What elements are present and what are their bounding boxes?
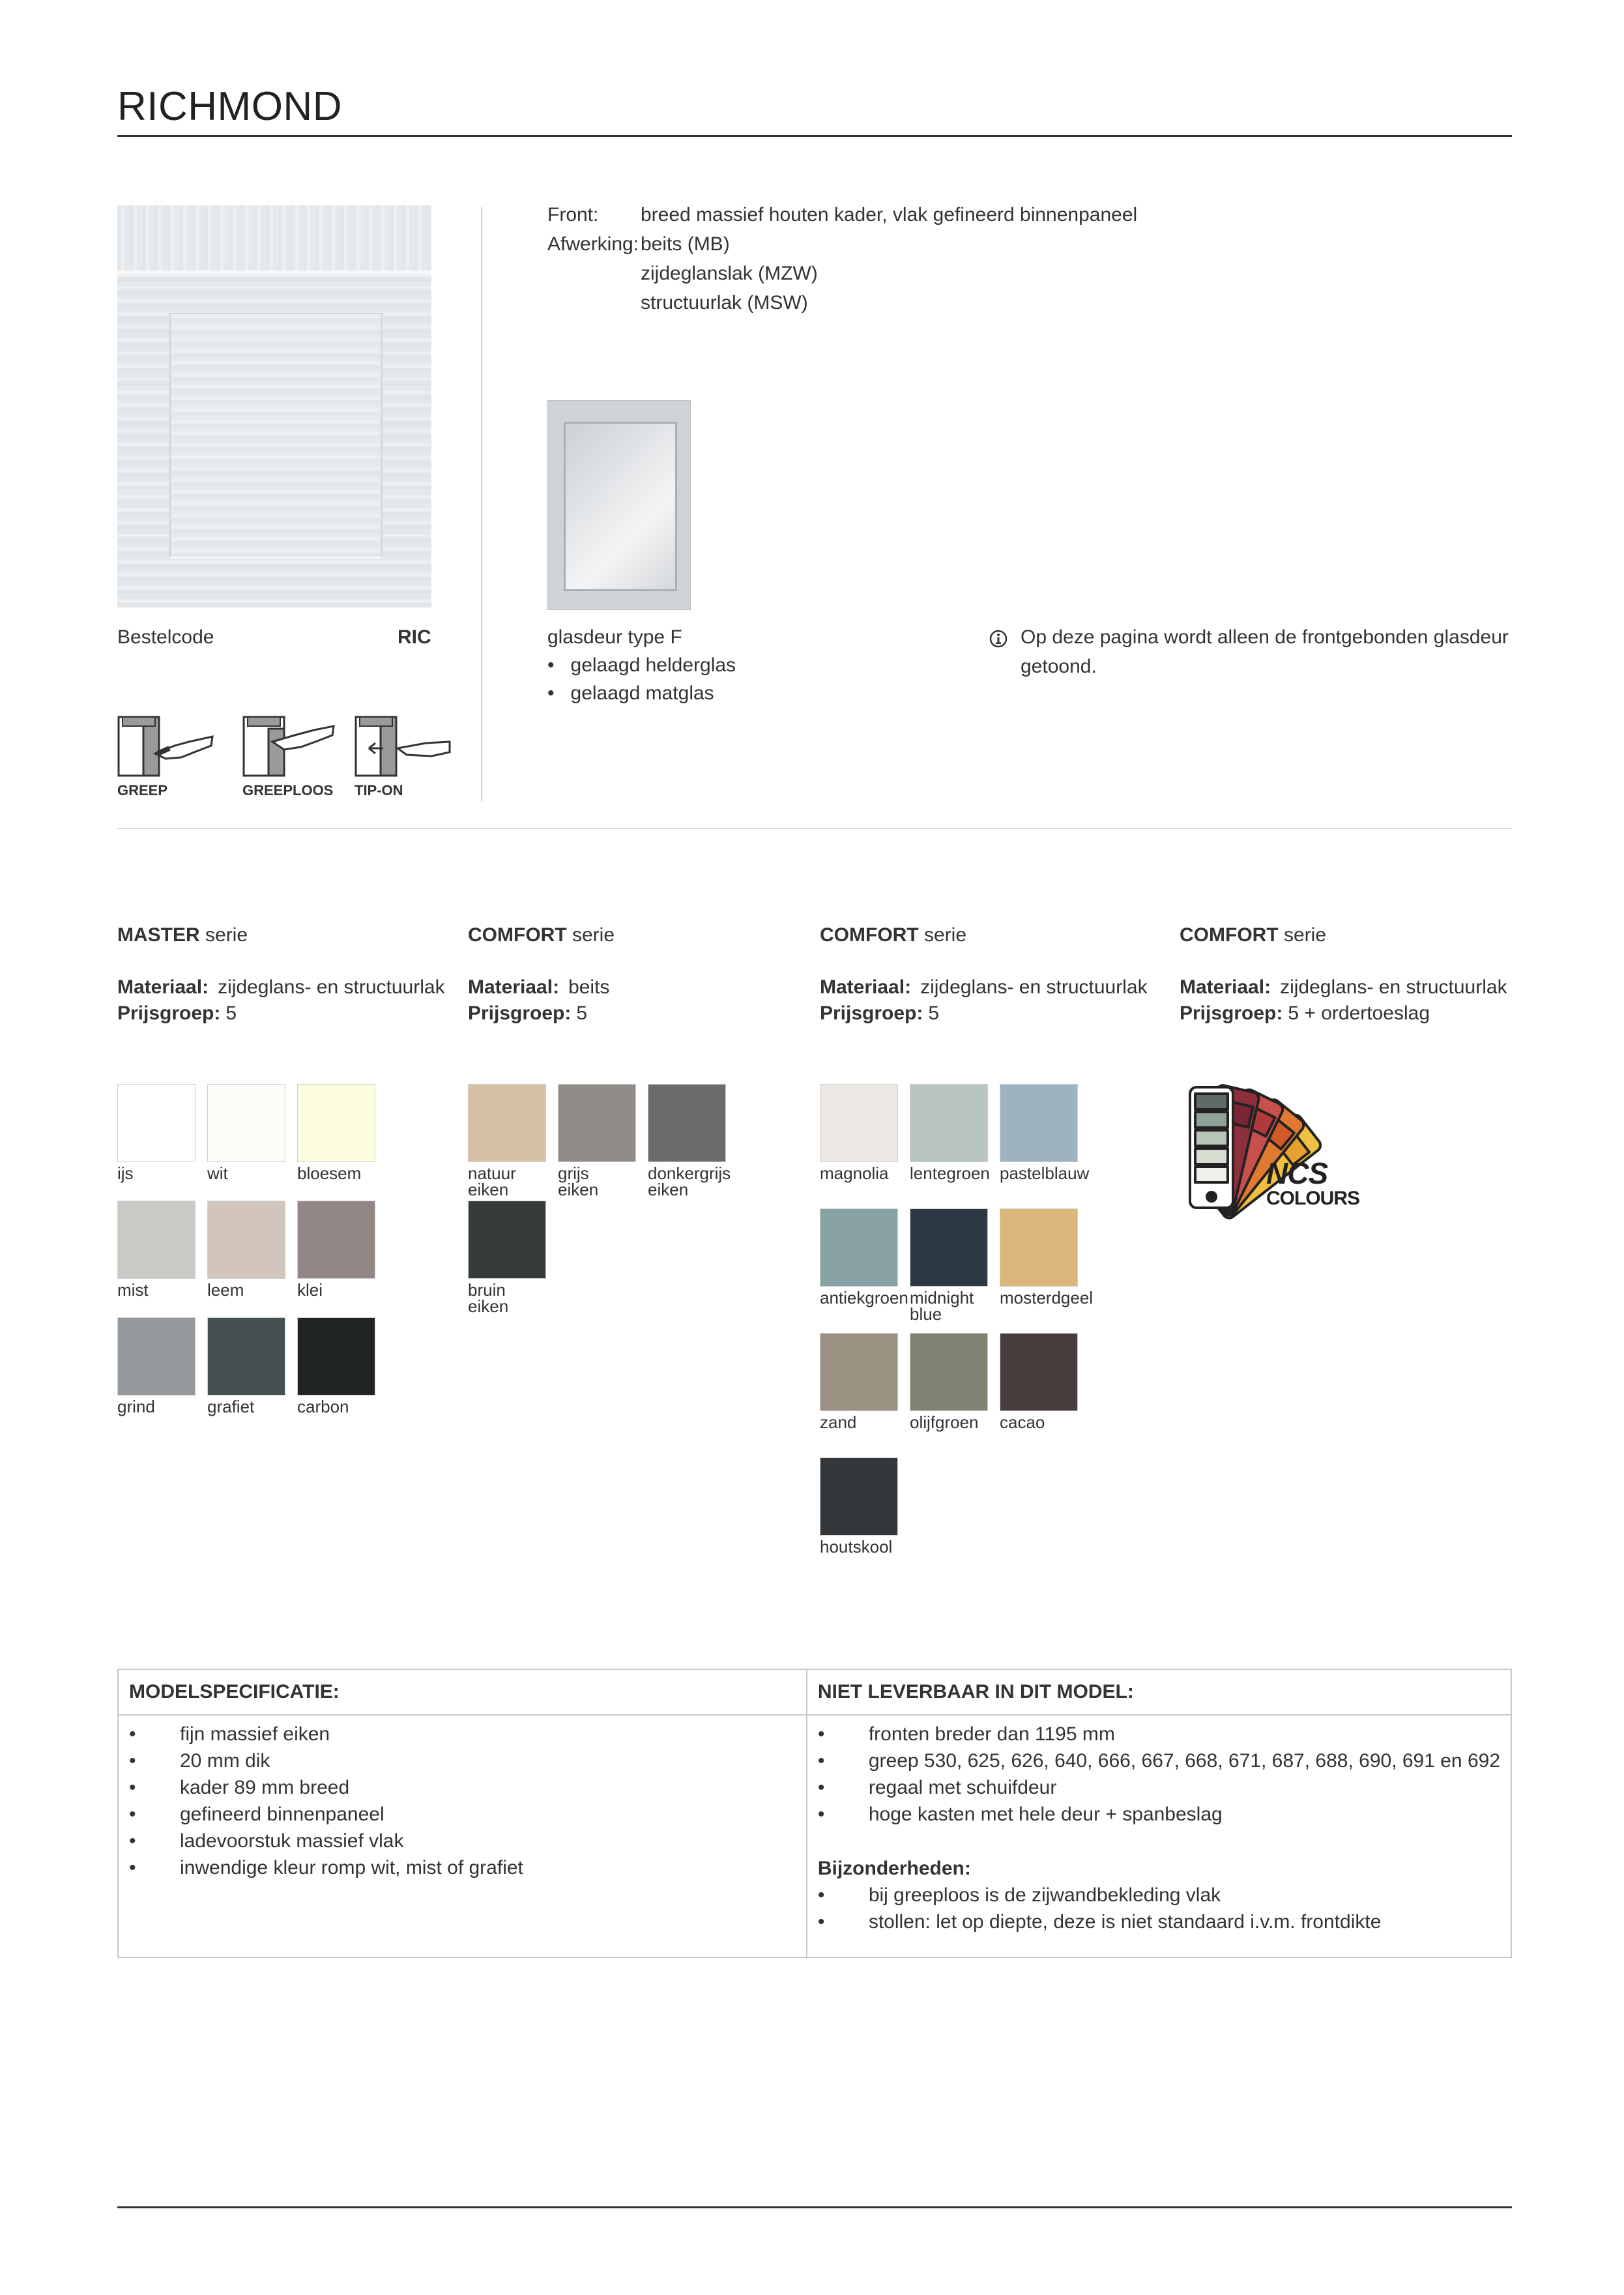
glasdeur-title: glasdeur type F	[547, 626, 682, 648]
greeploos-icon	[242, 716, 340, 781]
list-item: • kader 89 mm breed	[129, 1777, 350, 1798]
spec-header-left: MODELSPECIFICATIE:	[118, 1669, 807, 1715]
color-swatch[interactable]	[1000, 1084, 1078, 1162]
color-swatch-label: grafiet	[207, 1397, 255, 1416]
glasdeur-item: • gelaagd helderglas	[547, 654, 736, 676]
bijzonderheden-list	[818, 1882, 1500, 1935]
list-item: • greep 530, 625, 626, 640, 666, 667, 668, 671, 687, 688, 690, 691 en 692	[817, 1750, 1500, 1772]
list-item: • bij greeploos is de zijwandbekleding vlak	[817, 1884, 1221, 1906]
handle-label-tip-on: TIP-ON	[355, 782, 403, 798]
spec-table	[117, 1669, 1512, 1958]
door-image	[117, 205, 431, 607]
color-swatch-label: leem	[207, 1280, 244, 1300]
color-swatch[interactable]	[820, 1333, 898, 1411]
color-swatch-label: mosterdgeel	[1000, 1288, 1094, 1308]
color-swatch[interactable]	[820, 1208, 898, 1287]
greep-icon	[117, 716, 215, 781]
color-swatch-label: midnight blue	[910, 1288, 974, 1324]
serie-heading: COMFORT serie	[1180, 924, 1326, 946]
color-swatch[interactable]	[558, 1084, 636, 1162]
handle-label-greeploos: GREEPLOOS	[242, 782, 334, 798]
list-item: • stollen: let op diepte, deze is niet standaard i.v.m. frontdikte	[817, 1911, 1382, 1933]
color-swatch[interactable]	[297, 1201, 375, 1279]
color-swatch-label: bruin eiken	[468, 1280, 509, 1316]
color-swatch[interactable]	[648, 1084, 726, 1162]
color-swatch[interactable]	[910, 1208, 988, 1287]
color-swatch-label: natuur eiken	[468, 1163, 516, 1199]
color-swatch[interactable]	[910, 1084, 988, 1162]
color-swatch[interactable]	[117, 1201, 196, 1279]
prijsgroep-line: Prijsgroep: 5	[117, 1002, 237, 1024]
color-swatch[interactable]	[297, 1317, 375, 1396]
front-value: breed massief houten kader, vlak gefineerd binnenpaneel	[641, 204, 1138, 226]
color-swatch-label: olijfgroen	[910, 1412, 979, 1432]
list-item: • 20 mm dik	[129, 1750, 270, 1772]
color-swatch-label: carbon	[297, 1397, 349, 1416]
materiaal-line: Materiaal: zijdeglans- en structuurlak	[820, 976, 1148, 998]
color-swatch-label: ijs	[117, 1163, 134, 1183]
color-swatch-label: wit	[207, 1163, 228, 1183]
handle-label-greep: GREEP	[117, 782, 168, 798]
color-swatch-label: cacao	[1000, 1412, 1045, 1432]
color-swatch[interactable]	[297, 1084, 375, 1162]
color-swatch[interactable]	[207, 1084, 285, 1162]
color-swatch[interactable]	[117, 1317, 196, 1396]
color-swatch-label: klei	[297, 1280, 323, 1300]
color-swatch-label: houtskool	[820, 1537, 893, 1557]
tip-on-icon	[355, 716, 452, 781]
bijzonderheden-header: Bijzonderheden:	[817, 1858, 971, 1879]
afwerking-value: structuurlak (MSW)	[641, 292, 808, 314]
color-swatch-label: magnolia	[820, 1163, 889, 1183]
list-item: • gefineerd binnenpaneel	[129, 1804, 384, 1825]
list-item: • regaal met schuifdeur	[817, 1777, 1057, 1798]
afwerking-value: beits (MB)	[641, 233, 730, 255]
afwerking-label: Afwerking:	[547, 233, 639, 255]
footer-rule	[117, 2206, 1512, 2208]
materiaal-line: Materiaal: beits	[468, 976, 610, 998]
list-item: • hoge kasten met hele deur + spanbeslag	[817, 1804, 1223, 1825]
color-swatch[interactable]	[820, 1457, 898, 1536]
color-swatch-label: grijs eiken	[558, 1163, 599, 1199]
color-swatch[interactable]	[1000, 1333, 1078, 1411]
glasdeur-item: • gelaagd matglas	[547, 682, 714, 704]
ncs-text: NCS	[1266, 1156, 1328, 1190]
note-line: Op deze pagina wordt alleen de frontgebonden glasdeur	[1021, 626, 1509, 648]
title-rule	[117, 135, 1512, 137]
serie-heading: COMFORT serie	[820, 924, 966, 946]
color-swatch[interactable]	[1000, 1208, 1078, 1287]
color-swatch-label: mist	[117, 1280, 149, 1300]
color-swatch-label: bloesem	[297, 1163, 362, 1183]
note-line: getoond.	[1021, 656, 1097, 677]
color-swatch[interactable]	[820, 1084, 898, 1162]
afwerking-value: zijdeglanslak (MZW)	[641, 263, 818, 284]
info-icon	[989, 630, 1008, 648]
color-swatch-label: zand	[820, 1412, 857, 1432]
list-item: • fronten breder dan 1195 mm	[817, 1723, 1115, 1745]
color-swatch[interactable]	[910, 1333, 988, 1411]
spec-left-cell	[118, 1715, 807, 1957]
color-swatch[interactable]	[468, 1201, 546, 1279]
spec-list	[129, 1721, 796, 1881]
color-swatch-label: lentegroen	[910, 1163, 990, 1183]
materiaal-line: Materiaal: zijdeglans- en structuurlak	[117, 976, 445, 998]
color-swatch-label: donkergrijs eiken	[648, 1163, 731, 1199]
not-available-list	[818, 1721, 1500, 1828]
color-swatch-label: antiekgroen	[820, 1288, 908, 1308]
list-item: • ladevoorstuk massief vlak	[129, 1830, 404, 1852]
prijsgroep-line: Prijsgroep: 5	[820, 1002, 940, 1024]
ncs-logo	[1178, 1082, 1387, 1225]
spec-header-right: NIET LEVERBAAR IN DIT MODEL:	[807, 1669, 1511, 1715]
front-label: Front:	[547, 204, 599, 226]
glass-door-image	[547, 400, 691, 610]
prijsgroep-line: Prijsgroep: 5 + ordertoeslag	[1180, 1002, 1430, 1024]
serie-heading: COMFORT serie	[468, 924, 615, 946]
color-swatch[interactable]	[207, 1317, 285, 1396]
color-swatch-label: pastelblauw	[1000, 1163, 1090, 1183]
materiaal-line: Materiaal: zijdeglans- en structuurlak	[1180, 976, 1507, 998]
section-divider	[117, 828, 1512, 829]
vertical-divider	[481, 207, 482, 802]
spec-right-cell	[807, 1715, 1511, 1957]
bestelcode-value: RIC	[398, 626, 431, 648]
page-title: RICHMOND	[117, 84, 342, 129]
list-item: • fijn massief eiken	[129, 1723, 330, 1745]
list-item: • inwendige kleur romp wit, mist of grafiet	[129, 1857, 523, 1878]
ncs-subtext: COLOURS	[1266, 1188, 1359, 1209]
color-swatch[interactable]	[468, 1084, 546, 1162]
bestelcode-label: Bestelcode	[117, 626, 214, 648]
color-swatch[interactable]	[117, 1084, 196, 1162]
color-swatch-label: grind	[117, 1397, 155, 1416]
prijsgroep-line: Prijsgroep: 5	[468, 1002, 588, 1024]
color-swatch[interactable]	[207, 1201, 285, 1279]
serie-heading: MASTER serie	[117, 924, 248, 946]
